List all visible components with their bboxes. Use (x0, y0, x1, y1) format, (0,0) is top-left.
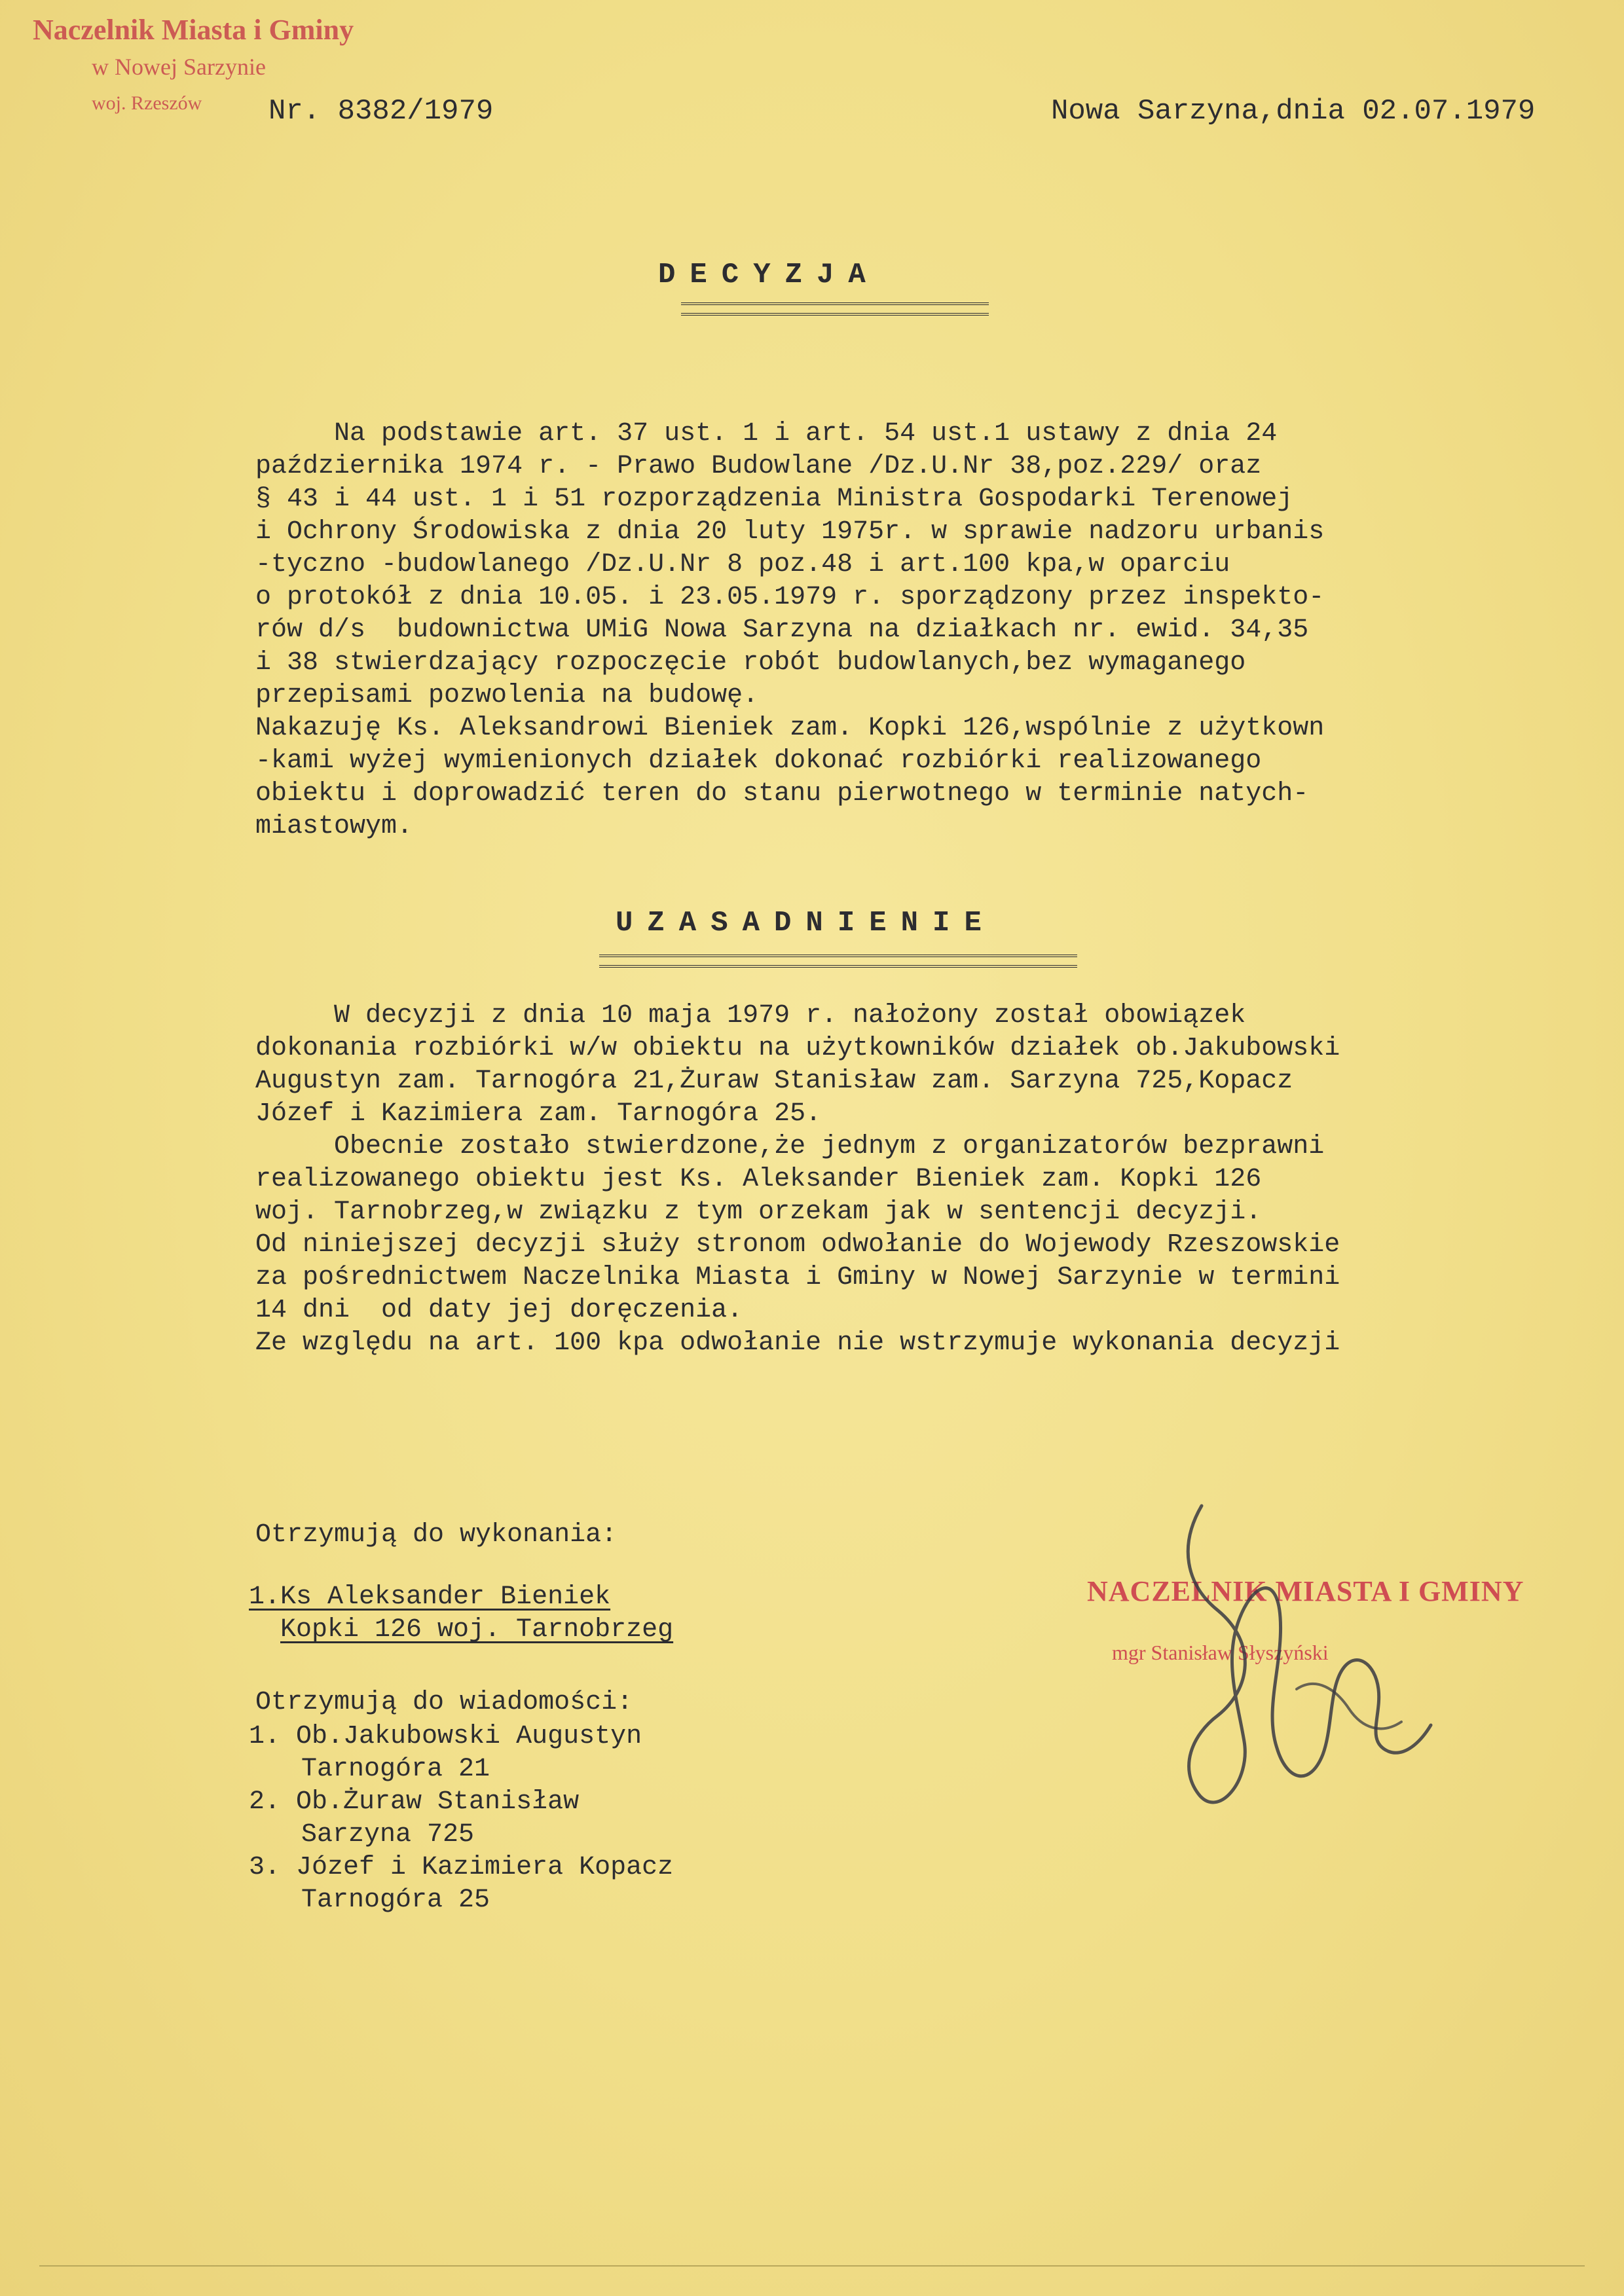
decision-heading-rule (681, 302, 989, 316)
recipient-info-3-line-2: Tarnogóra 25 (301, 1886, 490, 1915)
page-bottom-edge (39, 2265, 1585, 2267)
recipients-info-title: Otrzymują do wiadomości: (255, 1688, 633, 1717)
stamp-line-1: Naczelnik Miasta i Gminy (33, 14, 354, 46)
decision-heading: DECYZJA (658, 259, 880, 291)
recipient-exec-line-2: Kopki 126 woj. Tarnobrzeg (280, 1615, 674, 1645)
handwritten-signature (1139, 1493, 1467, 1833)
recipient-info-1-line-1: 1. Ob.Jakubowski Augustyn (249, 1722, 642, 1751)
recipient-info-3-line-1: 3. Józef i Kazimiera Kopacz (249, 1853, 674, 1882)
justification-body: W decyzji z dnia 10 maja 1979 r. nałożony został obowiązek dokonania rozbiórki w/w obiektu na użytkowników działek ob.Jakubowski Augustyn zam. Tarnogóra 21,Żuraw Stanisław zam. Sarzyna 725,Kopacz Józef i Kazimiera zam. Tarnogóra 25. Obecnie zostało stwierdzone,że jednym z organizatorów bezprawni realizowanego obiektu jest Ks. Aleksander Bieniek zam. Kopki 126 woj. Tarnobrzeg,w związku z tym orzekam jak w sentencji decyzji. Od niniejszej decyzji służy stronom odwołanie do Wojewody Rzeszowskie za pośrednictwem Naczelnika Miasta i Gminy w Nowej Sarzynie w termini 14 dni od daty jej doręczenia. Ze względu na art. 100 kpa odwołanie nie wstrzymuje wykonania decyzji (255, 1001, 1340, 1358)
stamp-line-3: woj. Rzeszów (92, 92, 202, 114)
signature-stamp-name: mgr Stanisław Słyszyński (1112, 1641, 1329, 1664)
justification-heading: UZASADNIENIE (616, 907, 996, 939)
decision-body: Na podstawie art. 37 ust. 1 i art. 54 ust.1 ustawy z dnia 24 października 1974 r. - Prawo Budowlane /Dz.U.Nr 38,poz.229/ oraz § 43 i 44 ust. 1 i 51 rozporządzenia Ministra Gospodarki Terenowej i Ochrony Środowiska z dnia 20 luty 1975r. w sprawie nadzoru urbanis -tyczno -budowlanego /Dz.U.Nr 8 poz.48 i art.100 kpa,w oparciu o protokół z dnia 10.05. i 23.05.1979 r. sporządzony przez inspekto- rów d/s budownictwa UMiG Nowa Sarzyna na działkach nr. ewid. 34,35 i 38 stwierdzający rozpoczęcie robót budowlanych,bez wymaganego przepisami pozwolenia na budowę. Nakazuję Ks. Aleksandrowi Bieniek zam. Kopki 126,wspólnie z użytkown -kami wyżej wymienionych działek dokonać rozbiórki realizowanego obiektu i doprowadzić teren do stanu pierwotnego w terminie natych- miastowym. (255, 419, 1325, 841)
stamp-line-2: w Nowej Sarzynie (92, 54, 266, 80)
signature-stamp-title: NACZELNIK MIASTA I GMINY (1087, 1575, 1524, 1607)
recipients-exec-title: Otrzymują do wykonania: (255, 1520, 618, 1550)
recipient-exec-line-1: 1.Ks Aleksander Bieniek (249, 1582, 611, 1612)
recipient-info-2-line-2: Sarzyna 725 (301, 1820, 475, 1850)
recipient-info-1-line-2: Tarnogóra 21 (301, 1755, 490, 1784)
document-date: Nowa Sarzyna,dnia 02.07.1979 (1051, 95, 1536, 128)
recipient-info-2-line-1: 2. Ob.Żuraw Stanisław (249, 1787, 580, 1817)
justification-heading-rule (599, 955, 1077, 968)
document-number: Nr. 8382/1979 (268, 95, 494, 128)
